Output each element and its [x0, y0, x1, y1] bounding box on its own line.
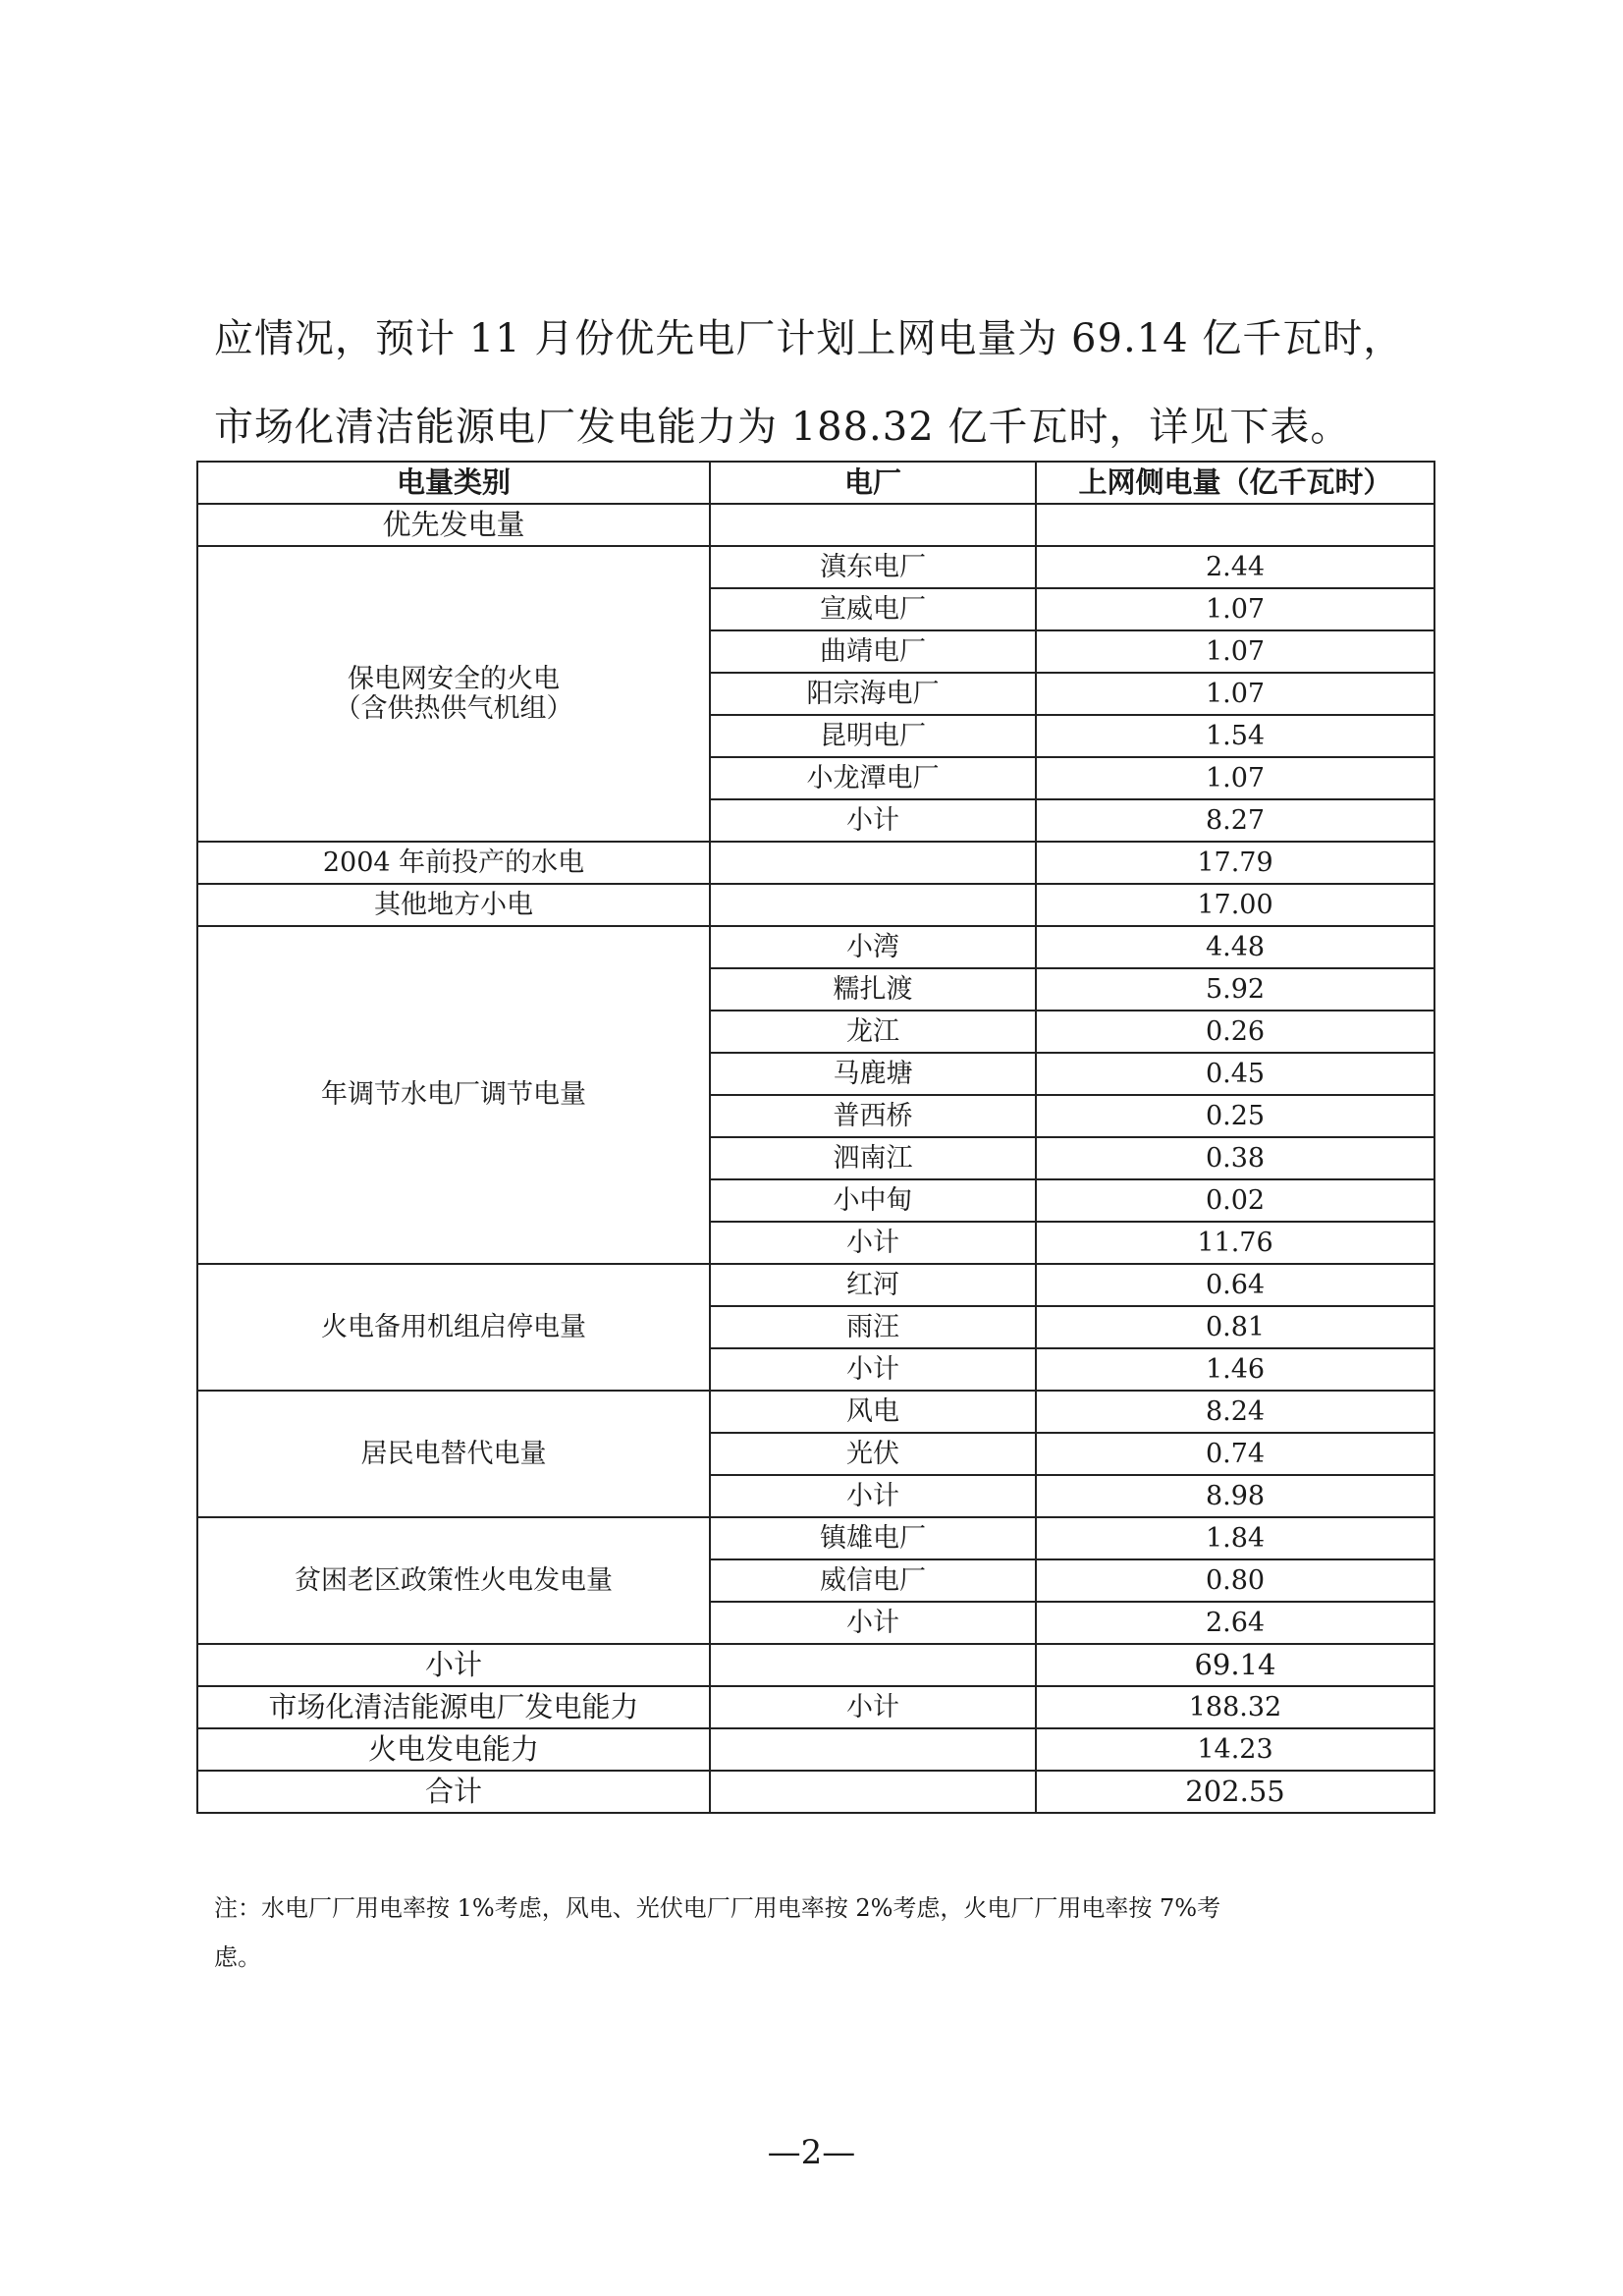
group-label-thermal-standby: 火电备用机组启停电量: [197, 1264, 710, 1391]
footnote-line-1: 注：水电厂厂用电率按 1%考虑，风电、光伏电厂厂用电率按 2%考虑，火电厂厂用电率按 7%考: [214, 1894, 1221, 1922]
plant-cell: 宣威电厂: [710, 588, 1036, 630]
power-table: [196, 461, 1435, 1814]
plant-cell: 小计: [710, 1475, 1036, 1517]
value-cell: 11.76: [1036, 1222, 1434, 1264]
value-cell: 1.07: [1036, 673, 1434, 715]
empty-cell: [710, 1644, 1036, 1686]
empty-cell: [710, 1728, 1036, 1771]
plant-cell: 小计: [710, 1222, 1036, 1264]
priority-header: 优先发电量: [197, 504, 710, 546]
header-category: 电量类别: [197, 462, 710, 504]
empty-cell: [710, 504, 1036, 546]
plant-cell: 小中甸: [710, 1179, 1036, 1222]
plant-cell: 马鹿塘: [710, 1053, 1036, 1095]
value-cell: 1.84: [1036, 1517, 1434, 1559]
plant-cell: 小龙潭电厂: [710, 757, 1036, 799]
plant-cell: 小湾: [710, 926, 1036, 968]
plant-cell: 昆明电厂: [710, 715, 1036, 757]
table-row: [197, 1644, 1434, 1686]
total-label: 合计: [197, 1771, 710, 1813]
table-row: [197, 1264, 1434, 1306]
plant-cell: 雨汪: [710, 1306, 1036, 1348]
value-cell: 0.25: [1036, 1095, 1434, 1137]
value-cell: 1.07: [1036, 630, 1434, 673]
group-label-line: 保电网安全的火电: [348, 663, 560, 694]
page-number: —2—: [767, 2133, 856, 2172]
intro-line-1: 应情况，预计 11 月份优先电厂计划上网电量为 69.14 亿千瓦时，: [214, 316, 1404, 361]
plant-cell: 曲靖电厂: [710, 630, 1036, 673]
value-cell: 8.24: [1036, 1391, 1434, 1433]
intro-line-2: 市场化清洁能源电厂发电能力为 188.32 亿千瓦时，详见下表。: [214, 405, 1351, 450]
table-row: [197, 1517, 1434, 1559]
empty-cell: [710, 842, 1036, 884]
value-cell: 17.00: [1036, 884, 1434, 926]
value-cell: 14.23: [1036, 1728, 1434, 1771]
group-label-poverty: 贫困老区政策性火电发电量: [197, 1517, 710, 1644]
value-cell: 4.48: [1036, 926, 1434, 968]
group-label-line: （含供热供气机组）: [334, 692, 573, 724]
category-cell: 2004 年前投产的水电: [197, 842, 710, 884]
table-row: [197, 926, 1434, 968]
plant-cell: 龙江: [710, 1011, 1036, 1053]
plant-cell: 泗南江: [710, 1137, 1036, 1179]
total-value: 202.55: [1036, 1771, 1434, 1813]
value-cell: 1.46: [1036, 1348, 1434, 1391]
plant-cell: 小计: [710, 1686, 1036, 1728]
value-cell: 0.26: [1036, 1011, 1434, 1053]
plant-cell: 红河: [710, 1264, 1036, 1306]
footnote-line-2: 虑。: [214, 1943, 261, 1971]
plant-cell: 小计: [710, 799, 1036, 842]
value-cell: 0.45: [1036, 1053, 1434, 1095]
value-cell: 1.54: [1036, 715, 1434, 757]
value-cell: 2.44: [1036, 546, 1434, 588]
priority-subtotal-label: 小计: [197, 1644, 710, 1686]
group-label-annual-hydro: 年调节水电厂调节电量: [197, 926, 710, 1264]
empty-cell: [710, 1771, 1036, 1813]
value-cell: 0.38: [1036, 1137, 1434, 1179]
intro-paragraph: [214, 295, 1432, 471]
value-cell: 17.79: [1036, 842, 1434, 884]
value-cell: 8.98: [1036, 1475, 1434, 1517]
value-cell: 2.64: [1036, 1602, 1434, 1644]
plant-cell: 小计: [710, 1602, 1036, 1644]
value-cell: 0.74: [1036, 1433, 1434, 1475]
plant-cell: 风电: [710, 1391, 1036, 1433]
value-cell: 188.32: [1036, 1686, 1434, 1728]
plant-cell: 镇雄电厂: [710, 1517, 1036, 1559]
header-value: 上网侧电量（亿千瓦时）: [1036, 462, 1434, 504]
plant-cell: 滇东电厂: [710, 546, 1036, 588]
value-cell: 1.07: [1036, 588, 1434, 630]
table-row: [197, 546, 1434, 588]
value-cell: 0.80: [1036, 1559, 1434, 1602]
group-label-thermal-safety: [197, 546, 710, 842]
plant-cell: 光伏: [710, 1433, 1036, 1475]
table-row: [197, 842, 1434, 884]
footnote: [214, 1884, 1432, 1982]
plant-cell: 糯扎渡: [710, 968, 1036, 1011]
table-row: [197, 504, 1434, 546]
value-cell: 8.27: [1036, 799, 1434, 842]
plant-cell: 普西桥: [710, 1095, 1036, 1137]
plant-cell: 阳宗海电厂: [710, 673, 1036, 715]
plant-cell: 小计: [710, 1348, 1036, 1391]
value-cell: 0.81: [1036, 1306, 1434, 1348]
value-cell: 0.64: [1036, 1264, 1434, 1306]
empty-cell: [710, 884, 1036, 926]
table-row: [197, 1771, 1434, 1813]
table-row: [197, 1728, 1434, 1771]
category-cell: 其他地方小电: [197, 884, 710, 926]
empty-cell: [1036, 504, 1434, 546]
plant-cell: 威信电厂: [710, 1559, 1036, 1602]
header-plant: 电厂: [710, 462, 1036, 504]
value-cell: 0.02: [1036, 1179, 1434, 1222]
value-cell: 5.92: [1036, 968, 1434, 1011]
thermal-capacity-label: 火电发电能力: [197, 1728, 710, 1771]
table-row: [197, 1686, 1434, 1728]
group-label-residential: 居民电替代电量: [197, 1391, 710, 1517]
table-row: [197, 884, 1434, 926]
market-clean-label: 市场化清洁能源电厂发电能力: [197, 1686, 710, 1728]
priority-subtotal-value: 69.14: [1036, 1644, 1434, 1686]
table-header-row: [197, 462, 1434, 504]
value-cell: 1.07: [1036, 757, 1434, 799]
table-row: [197, 1391, 1434, 1433]
